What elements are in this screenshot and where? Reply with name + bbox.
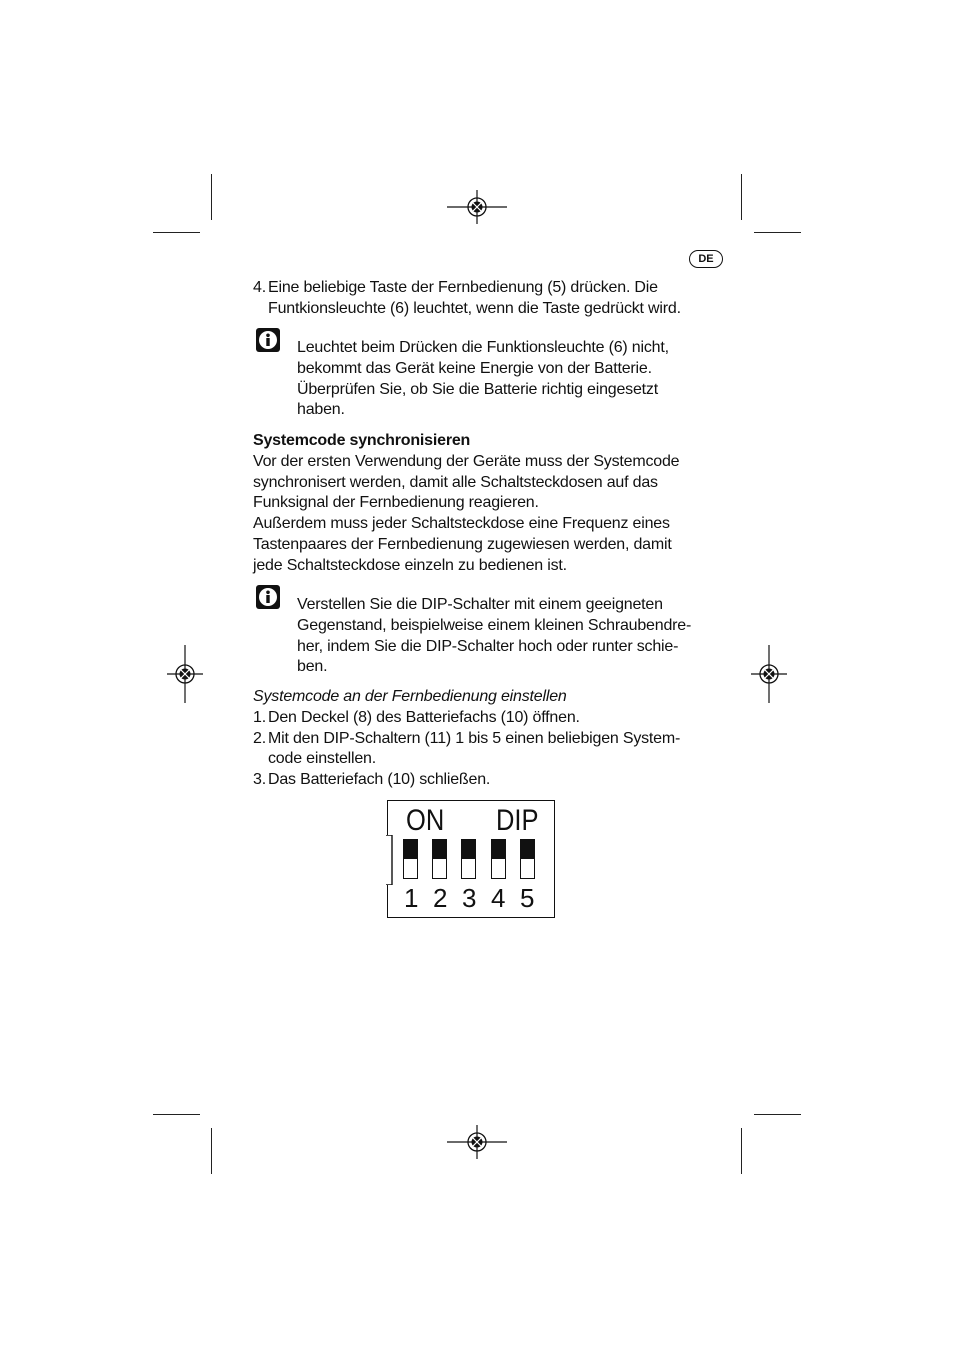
info-icon	[255, 327, 281, 353]
dip-switch-number: 2	[433, 883, 448, 913]
note-line: Überprüfen Sie, ob Sie die Batterie richtig eingesetzt	[297, 380, 658, 398]
step-text: code einstellen.	[268, 750, 376, 768]
note-line: Leuchtet beim Drücken die Funktionsleuchte (6) nicht,	[297, 339, 669, 356]
registration-mark-icon	[167, 645, 203, 703]
step-text: Mit den DIP-Schaltern (11) 1 bis 5 einen beliebigen System-	[268, 729, 681, 747]
dip-switch[interactable]	[403, 839, 418, 879]
step-number: 4.	[253, 279, 266, 296]
section-heading: Systemcode synchronisieren	[253, 432, 471, 449]
crop-mark	[211, 1128, 212, 1174]
step-number: 2.	[253, 729, 266, 747]
dip-switch-number: 4	[491, 883, 506, 913]
dip-switch[interactable]	[491, 839, 506, 879]
registration-mark-icon	[447, 190, 507, 224]
body-line: Tastenpaares der Fernbedienung zugewiesen werden, damit	[253, 536, 672, 553]
note-line: haben.	[297, 401, 345, 419]
dip-switch[interactable]	[432, 839, 447, 879]
body-line: jede Schaltsteckdose einzeln zu bedienen ist.	[253, 556, 567, 574]
crop-mark	[754, 1114, 801, 1115]
crop-mark	[211, 174, 212, 220]
dip-switch-diagram	[387, 800, 555, 918]
info-icon	[255, 584, 281, 610]
body-line: Funksignal der Fernbedienung reagieren.	[253, 494, 539, 512]
body-line: Außerdem muss jeder Schaltsteckdose eine Frequenz eines	[253, 515, 670, 533]
crop-mark	[153, 1114, 200, 1115]
dip-switch-lever	[462, 840, 475, 859]
dip-switch-number: 3	[462, 883, 477, 913]
crop-mark	[741, 1128, 742, 1174]
subsection-heading: Systemcode an der Fernbedienung einstellen	[253, 688, 567, 705]
step-number: 3.	[253, 771, 266, 789]
crop-mark	[754, 232, 801, 233]
crop-mark	[153, 232, 200, 233]
dip-notch	[386, 835, 394, 885]
note-line: Gegenstand, beispielweise einem kleinen Schraubendre-	[297, 616, 692, 634]
dip-switch[interactable]	[461, 839, 476, 879]
dip-switch-number: 1	[404, 883, 419, 913]
dip-switch-lever	[404, 840, 417, 859]
crop-mark	[741, 174, 742, 220]
step-text: Den Deckel (8) des Batteriefachs (10) öffnen.	[268, 708, 580, 726]
registration-mark-icon	[751, 645, 787, 703]
registration-mark-icon	[447, 1125, 507, 1159]
note-line: bekommt das Gerät keine Energie von der Batterie.	[297, 359, 652, 377]
dip-switch-lever	[492, 840, 505, 859]
note-line: Verstellen Sie die DIP-Schalter mit einem geeigneten	[297, 596, 663, 613]
step-text: Das Batteriefach (10) schließen.	[268, 771, 491, 789]
note-line: ben.	[297, 658, 328, 676]
dip-label: DIP	[496, 804, 539, 837]
dip-switch-lever	[433, 840, 446, 859]
dip-switch[interactable]	[520, 839, 535, 879]
step-text: Eine beliebige Taste der Fernbedienung (5) drücken. Die	[268, 279, 658, 296]
note-line: her, indem Sie die DIP-Schalter hoch oder runter schie-	[297, 637, 679, 655]
dip-switch-lever	[521, 840, 534, 859]
step-number: 1.	[253, 708, 266, 726]
dip-on-label: ON	[406, 804, 445, 837]
language-badge: DE	[689, 250, 723, 268]
body-line: Vor der ersten Verwendung der Geräte muss der Systemcode	[253, 452, 680, 470]
body-line: synchronisert werden, damit alle Schaltsteckdosen auf das	[253, 473, 658, 491]
dip-switch-number: 5	[520, 883, 535, 913]
step-text: Funtkionsleuchte (6) leuchtet, wenn die Taste gedrückt wird.	[268, 299, 681, 317]
